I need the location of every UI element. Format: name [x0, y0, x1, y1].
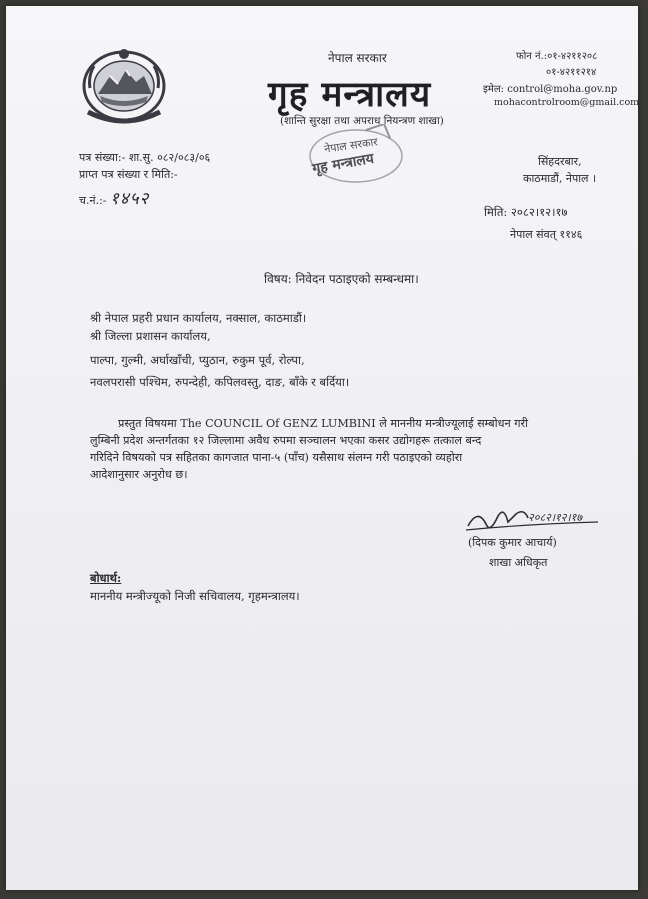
nepal-emblem-icon [74, 46, 174, 128]
nepal-sambat-year: नेपाल संवत् ११४६ [510, 228, 583, 241]
body-paragraph-line: लुम्बिनी प्रदेश अन्तर्गतका १२ जिल्लामा अवैध रुपमा सञ्चालन भएका कसर उद्योगहरू तत्काल बन्द [90, 434, 482, 447]
letter-date: मिति: २०८२।१२।१७ [484, 205, 568, 219]
phone-line-1: फोन नं.:०१-४२११२०८ [516, 51, 598, 62]
recipient-line: नवलपरासी पश्चिम, रुपन्देही, कपिलवस्तु, दाङ, बाँके र बर्दिया। [90, 375, 350, 389]
body-paragraph-line: गरिदिने विषयको पत्र सहितका कागजात पाना-५ (पाँच) यसैसाथ संलग्न गरी पठाइएको व्यहोरा [90, 451, 463, 464]
cc-recipient: माननीय मन्त्रीज्यूको निजी सचिवालय, गृहमन्त्रालय। [90, 589, 300, 603]
stamp-line-2: गृह मन्त्रालय [311, 150, 376, 178]
government-name: नेपाल सरकार [328, 51, 387, 65]
signatory-title: शाखा अधिकृत [489, 556, 548, 569]
address-line-1: सिंहदरबार, [538, 155, 582, 168]
email-line-2: mohacontrolroom@gmail.com [494, 97, 640, 108]
letter-page [6, 6, 638, 890]
dispatch-number: १४५२ [110, 189, 150, 209]
received-letter-number: प्राप्त पत्र संख्या र मिति:- [79, 168, 178, 181]
stamp-line-1: नेपाल सरकार [323, 135, 379, 156]
ministry-title: गृह मन्त्रालय [268, 75, 432, 115]
recipient-line: श्री नेपाल प्रहरी प्रधान कार्यालय, नक्साल, काठमाडौं। [90, 311, 307, 325]
address-line-2: काठमाडौं, नेपाल । [523, 172, 597, 185]
dispatch-label: च.नं.:- [79, 194, 107, 207]
signatory-name: (दिपक कुमार आचार्य) [468, 536, 557, 549]
body-paragraph-line: आदेशानुसार अनुरोध छ। [90, 468, 188, 481]
letter-number: पत्र संख्या:- शा.सु. ०८२/०८३/०६ [79, 151, 211, 164]
subject-line: विषय: निवेदन पठाइएको सम्बन्धमा। [264, 272, 419, 286]
cc-label: बोधार्थ: [90, 571, 122, 585]
email-line-1: इमेल: control@moha.gov.np [483, 84, 618, 95]
phone-line-2: ०१-४२११२१४ [546, 67, 597, 78]
body-paragraph-line: प्रस्तुत विषयमा The COUNCIL Of GENZ LUMBINI ले माननीय मन्त्रीज्यूलाई सम्बोधन गरी [118, 417, 529, 430]
signature-date: २०८२।१२।१७ [528, 511, 583, 524]
recipient-line: श्री जिल्ला प्रशासन कार्यालय, [90, 329, 211, 343]
branch-name: (शान्ति सुरक्षा तथा अपराध नियन्त्रण शाखा) [280, 115, 444, 127]
recipient-line: पाल्पा, गुल्मी, अर्घाखाँची, प्युठान, रुकुम पूर्व, रोल्पा, [90, 353, 305, 367]
dispatch-number-row [79, 186, 149, 209]
